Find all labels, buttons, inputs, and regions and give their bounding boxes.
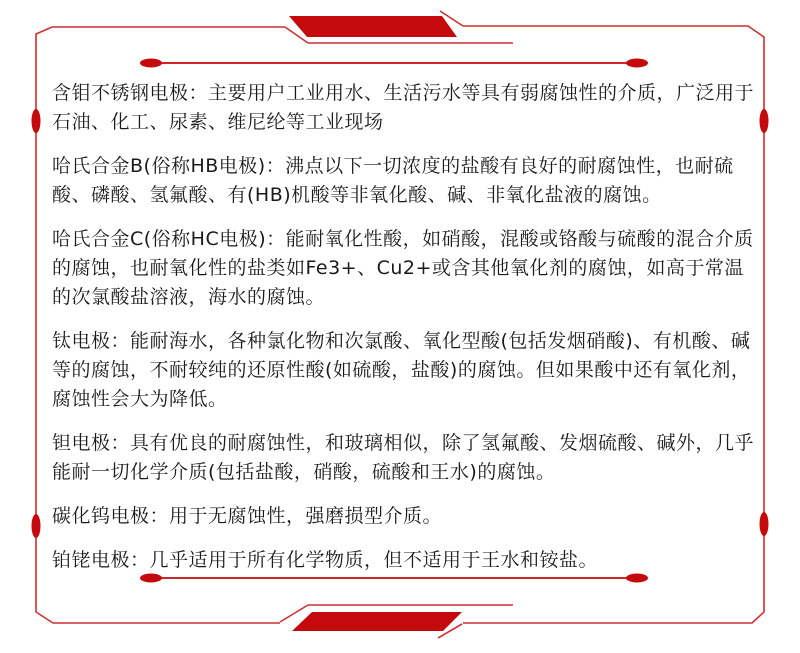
- paragraph-hastelloy-b: 哈氏合金B(俗称HB电极)：沸点以下一切浓度的盐酸有良好的耐腐蚀性，也耐硫酸、磷酸、氢氟酸、有(HB)机酸等非氧化酸、碱、非氧化盐液的腐蚀。: [52, 155, 734, 206]
- top-banner-right-diagonal: [440, 11, 463, 26]
- paragraph-tantalum-electrode: 钽电极：具有优良的耐腐蚀性，和玻璃相似，除了氢氟酸、发烟硫酸、碱外，几乎能耐一切化学介质(包括盐酸，硝酸，硫酸和王水)的腐蚀。: [52, 432, 755, 483]
- bottom-banner-parallelogram: [292, 612, 462, 631]
- paragraph-platinum-rhodium-electrode: 铂铑电极：几乎适用于所有化学物质，但不适用于王水和铵盐。: [52, 549, 599, 571]
- right-border-lower-bead-icon: [760, 512, 769, 536]
- top-banner-parallelogram: [289, 16, 457, 37]
- paragraph-hastelloy-c: 哈氏合金C(俗称HC电极)：能耐氧化性酸，如硝酸，混酸或铬酸与硫酸的混合介质的腐蚀，也耐氧化性的盐类如Fe3+、Cu2+或含其他氧化剂的腐蚀，如高于常温的次氯酸盐溶液，海水的腐蚀。: [52, 228, 754, 308]
- left-border-upper-bead-icon: [32, 109, 41, 133]
- bottom-banner-right-diagonal: [438, 624, 462, 638]
- top-banner-left-diagonal: [285, 27, 308, 43]
- paragraph-tungsten-carbide-electrode: 碳化钨电极：用于无腐蚀性，强磨损型介质。: [52, 505, 443, 527]
- top-rule-right-dot-icon: [626, 59, 648, 68]
- paragraph-mo-stainless-electrode: 含钼不锈钢电极：主要用户工业用水、生活污水等具有弱腐蚀性的介质，广泛用于石油、化工、尿素、维尼纶等工业现场: [52, 82, 755, 133]
- left-border-lower-bead-icon: [32, 514, 41, 538]
- right-border-upper-bead-icon: [760, 109, 769, 133]
- top-rule-left-dot-icon: [140, 59, 162, 68]
- paragraph-titanium-electrode: 钛电极：能耐海水，各种氯化物和次氯酸、氧化型酸(包括发烟硝酸)、有机酸、碱等的腐蚀，不耐较纯的还原性酸(如硫酸，盐酸)的腐蚀。但如果酸中还有氧化剂，腐蚀性会大为降低。: [52, 330, 751, 410]
- content-area: [52, 79, 758, 590]
- bottom-banner-left-diagonal: [280, 605, 308, 622]
